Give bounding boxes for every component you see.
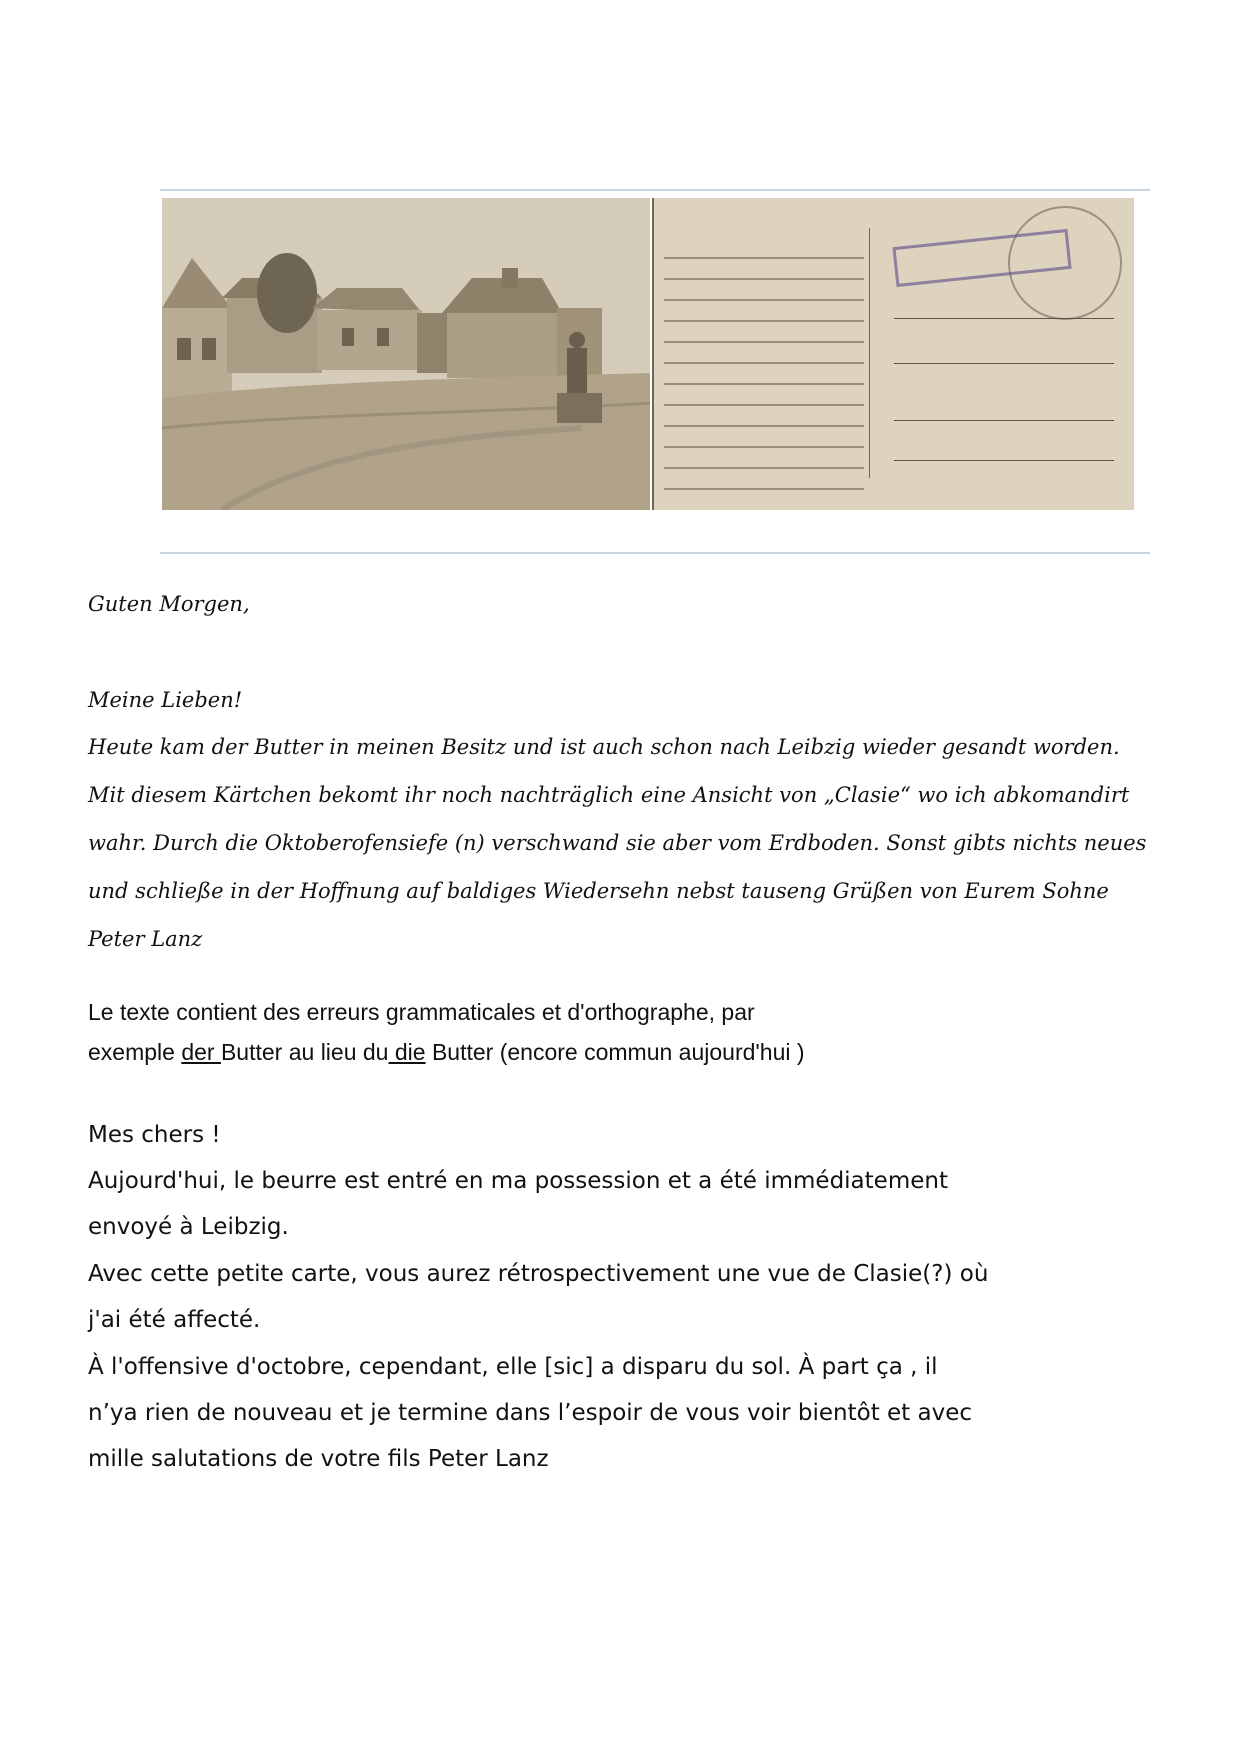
- note-middle: Butter au lieu du: [220, 1039, 389, 1065]
- french-line-8: mille salutations de votre fils Peter Lanz: [88, 1446, 549, 1472]
- village-photo-illustration: [162, 198, 650, 510]
- german-line-3: wahr. Durch die Oktoberofensiefe (n) verschwand sie aber vom Erdboden. Sonst gibts nichts neues: [88, 831, 1147, 855]
- bottom-divider: [160, 552, 1150, 554]
- french-line-4: Avec cette petite carte, vous aurez rétrospectivement une vue de Clasie(?) où: [88, 1261, 989, 1287]
- french-line-2: Aujourd'hui, le beurre est entré en ma possession et a été immédiatement: [88, 1168, 948, 1194]
- note-prefix: exemple: [88, 1039, 182, 1065]
- french-line-6: À l'offensive d'octobre, cependant, elle [sic] a disparu du sol. À part ça , il: [88, 1354, 938, 1380]
- german-line-4: und schließe in der Hoffnung auf baldiges Wiedersehn nebst tauseng Grüßen von Eurem Sohne: [88, 879, 1109, 903]
- german-signature: Peter Lanz: [88, 927, 203, 951]
- address-line-2: [894, 363, 1114, 364]
- german-salutation: Meine Lieben!: [88, 688, 243, 712]
- note-line-2: [88, 1038, 1108, 1068]
- top-divider: [160, 189, 1150, 191]
- handwritten-message-lines: [664, 238, 864, 498]
- french-line-7: n’ya rien de nouveau et je termine dans l’espoir de vous voir bientôt et avec: [88, 1400, 973, 1426]
- german-greeting: Guten Morgen,: [88, 592, 250, 616]
- french-line-3: envoyé à Leibzig.: [88, 1214, 289, 1240]
- note-underlined-die: die: [388, 1039, 426, 1065]
- postcard-back: [652, 198, 1134, 510]
- postcard-photo: [162, 198, 650, 510]
- note-underlined-der: der: [181, 1039, 221, 1065]
- note-line-1: Le texte contient des erreurs grammaticales et d'orthographe, par: [88, 999, 755, 1025]
- address-line-3: [894, 420, 1114, 421]
- address-line-4: [894, 460, 1114, 461]
- german-line-2: Mit diesem Kärtchen bekomt ihr noch nachträglich eine Ansicht von „Clasie“ wo ich abkomandirt: [88, 783, 1130, 807]
- note-suffix: Butter (encore commun aujourd'hui ): [425, 1039, 805, 1065]
- french-line-5: j'ai été affecté.: [88, 1307, 261, 1333]
- postcard-center-line: [869, 228, 870, 478]
- french-line-1: Mes chers !: [88, 1122, 221, 1148]
- german-line-1: Heute kam der Butter in meinen Besitz und ist auch schon nach Leibzig wieder gesandt worden.: [88, 735, 1120, 759]
- address-line-1: [894, 318, 1114, 319]
